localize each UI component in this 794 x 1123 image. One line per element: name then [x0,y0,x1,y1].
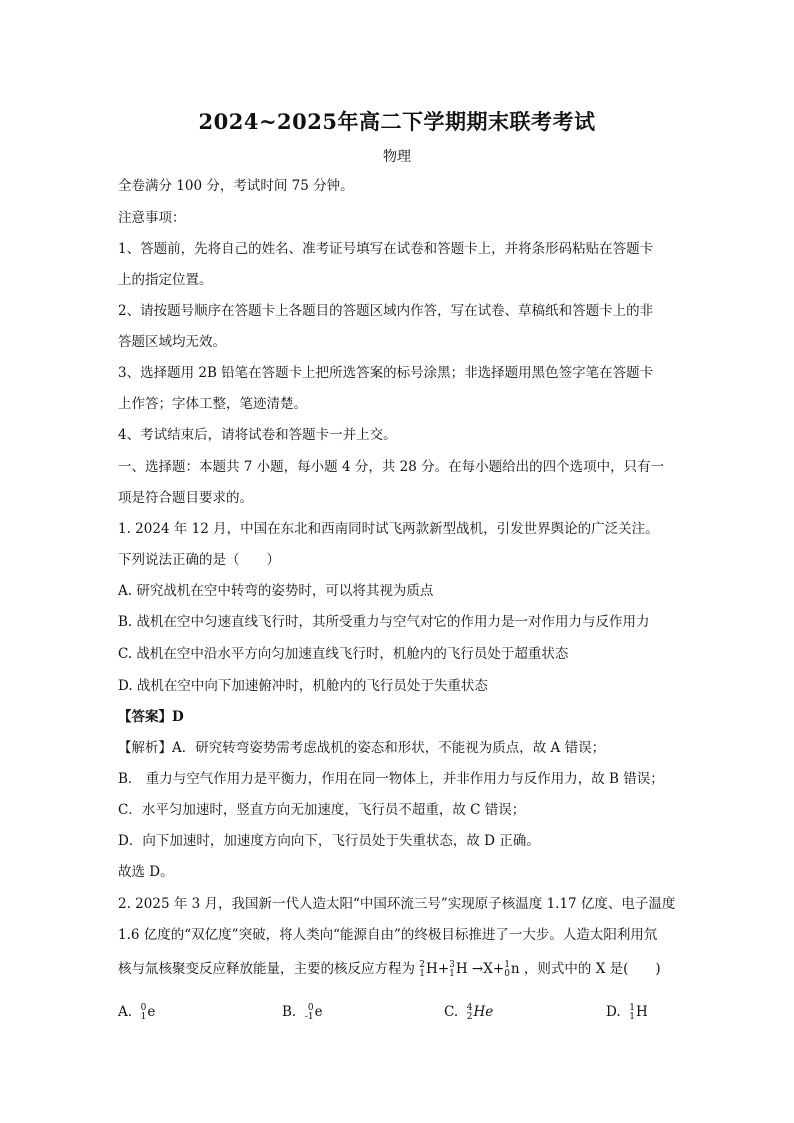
q1-analysis-2: B． 重力与空气作用力是平衡力，作用在同一物体上，并非作用力与反作用力，故 B 错误； [118,771,664,787]
q1-analysis-4: D．向下加速时，加速度方向向下，飞行员处于失重状态，故 D 正确。 [118,833,540,849]
q2-option-b: B. 0 -1 e [282,1002,323,1022]
nuclide-hydrogen: 1 1 H [629,1002,648,1022]
notice-2-line-2: 答题区域均无效。 [118,334,226,350]
q1-option-d: D. 战机在空中向下加速俯冲时，机舱内的飞行员处于失重状态 [118,678,488,694]
q1-stem-line-1: 1. 2024 年 12 月，中国在东北和西南同时试飞两款新型战机，引发世界舆论的广泛关注。 [118,521,659,537]
section-heading-line-2: 项是符合题目要求的。 [118,490,253,506]
subject-label: 物理 [383,149,411,165]
q1-option-c: C. 战机在空中沿水平方向匀加速直线飞行时，机舱内的飞行员处于超重状态 [118,646,569,662]
notice-3-line-1: 3、选择题用 2B 铅笔在答题卡上把所选答案的标号涂黑；非选择题用黑色签字笔在答题卡 [118,365,654,381]
notice-1-line-2: 上的指定位置。 [118,272,213,288]
q2-stem-line-2: 1.6 亿度的“双亿度”突破，将人类向“能源自由”的终极目标推进了一大步。人造太阳利用氘 [118,927,658,943]
section-heading-line-1: 一、选择题：本题共 7 小题，每小题 4 分，共 28 分。在每小题给出的四个选项中，只有一 [118,459,665,475]
q1-answer: 【答案】D [118,709,184,725]
q1-option-b: B. 战机在空中匀速直线飞行时，其所受重力与空气对它的作用力是一对作用力与反作用力 [118,614,650,630]
nuclide-helium: 4 2 He [466,1002,494,1022]
page-title: 2024~2025年高二下学期期末联考考试 [198,109,596,134]
plus-sign: + [437,961,450,977]
nuclide-positron: 0 1 e [140,1002,156,1022]
nuclide-tritium: 3 1 H [449,959,468,979]
score-time-text: 全卷满分 100 分，考试时间 75 分钟。 [118,178,354,194]
q1-option-a: A. 研究战机在空中转弯的姿势时，可以将其视为质点 [118,583,434,599]
unknown-x: X [483,961,493,977]
plus-sign: + [492,961,505,977]
nuclide-neutron: 1 0 n [504,959,520,979]
nuclide-electron: 0 -1 e [304,1002,323,1022]
notice-heading: 注意事项： [118,210,186,226]
q2-option-a: A. 0 1 e [118,1002,156,1022]
notice-4: 4、考试结束后，请将试卷和答题卡一并上交。 [118,427,397,443]
notice-1-line-1: 1、答题前，先将自己的姓名、准考证号填写在试卷和答题卡上，并将条形码粘贴在答题卡 [118,241,654,257]
q2-stem-line-1: 2. 2025 年 3 月，我国新一代人造太阳“中国环流三号”实现原子核温度 1.17 亿度、电子温度 [118,896,676,912]
q1-stem-line-2: 下列说法正确的是（ ） [118,552,280,568]
nuclide-deuterium: 2 1 H [419,959,438,979]
q2-stem-pre: 核与氚核聚变反应释放能量，主要的核反应方程为 [118,961,415,977]
q1-conclusion: 故选 D。 [118,864,174,880]
reaction-arrow: → [467,961,484,977]
q2-stem-line-3 [118,960,688,979]
notice-3-line-2: 上作答；字体工整，笔迹清楚。 [118,396,307,412]
notice-2-line-1: 2、请按题号顺序在答题卡上各题目的答题区域内作答，写在试卷、草稿纸和答题卡上的非 [118,303,654,319]
q1-analysis-1: 【解析】A．研究转弯姿势需考虑战机的姿态和形状，不能视为质点，故 A 错误； [118,740,606,756]
q2-option-d: D. 1 1 H [606,1002,648,1022]
q1-analysis-3: C．水平匀加速时，竖直方向无加速度，飞行员不超重，故 C 错误； [118,802,526,818]
q2-stem-post: ，则式中的 X 是( ) [523,961,661,977]
q2-option-c: C. 4 2 He [444,1002,494,1022]
